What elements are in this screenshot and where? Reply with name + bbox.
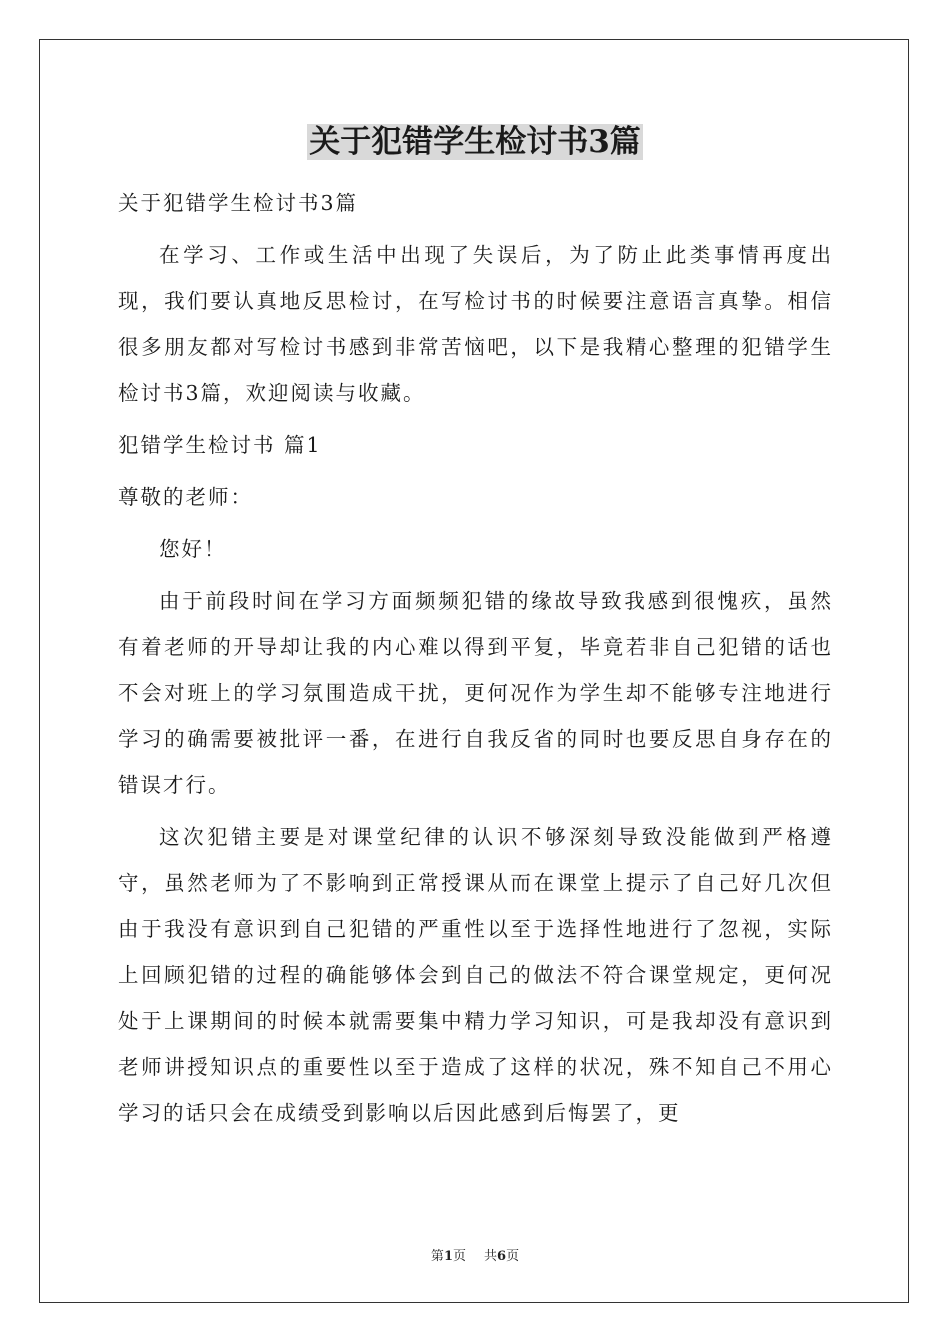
current-page-number: 1 <box>443 1249 453 1264</box>
total-page-number: 6 <box>497 1249 507 1264</box>
total-prefix: 共 <box>484 1249 498 1264</box>
page-prefix: 第 <box>430 1249 444 1264</box>
page-suffix: 页 <box>452 1249 466 1264</box>
body-paragraph-1: 由于前段时间在学习方面频频犯错的缘故导致我感到很愧疚，虽然有着老师的开导却让我的内心难以得到平复，毕竟若非自己犯错的话也不会对班上的学习氛围造成干扰，更何况作为学生却不能够专注地进行学习的确需要被批评一番，在进行自我反省的同时也要反思自身存在的错误才行。 <box>118 589 833 797</box>
document-title <box>0 122 950 162</box>
section-heading: 犯错学生检讨书 篇1 <box>118 433 322 457</box>
total-suffix: 页 <box>506 1249 520 1264</box>
document-body <box>118 180 833 1136</box>
salutation: 尊敬的老师： <box>118 485 253 509</box>
intro-paragraph: 在学习、工作或生活中出现了失误后，为了防止此类事情再度出现，我们要认真地反思检讨，在写检讨书的时候要注意语言真挚。相信很多朋友都对写检讨书感到非常苦恼吧，以下是我精心整理的犯错学生检讨书3篇，欢迎阅读与收藏。 <box>118 243 833 405</box>
greeting: 您好！ <box>159 537 227 561</box>
subtitle-line: 关于犯错学生检讨书3篇 <box>118 191 359 215</box>
document-title-text: 关于犯错学生检讨书3篇 <box>309 124 641 160</box>
body-paragraph-2: 这次犯错主要是对课堂纪律的认识不够深刻导致没能做到严格遵守，虽然老师为了不影响到正常授课从而在课堂上提示了自己好几次但由于我没有意识到自己犯错的严重性以至于选择性地进行了忽视，实际上回顾犯错的过程的确能够体会到自己的做法不符合课堂规定，更何况处于上课期间的时候本就需要集中精力学习知识，可是我却没有意识到老师讲授知识点的重要性以至于造成了这样的状况，殊不知自己不用心学习的话只会在成绩受到影响以后因此感到后悔罢了，更 <box>118 825 833 1125</box>
page-footer <box>0 1248 950 1266</box>
